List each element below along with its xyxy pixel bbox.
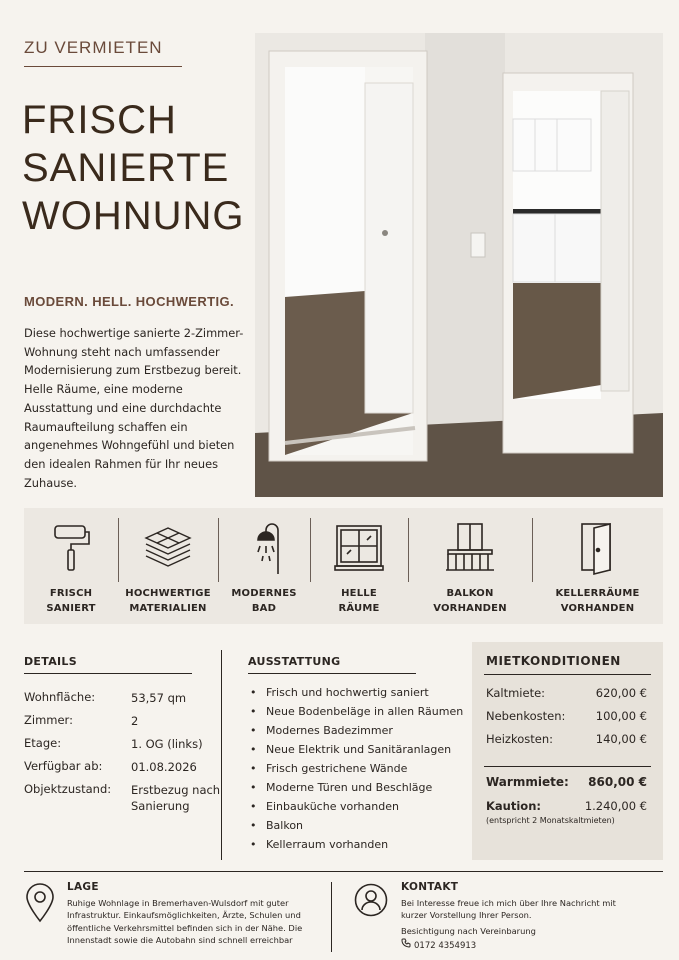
lage-text: Ruhige Wohnlage in Bremerhaven-Wulsdorf mit guter Infrastruktur. Einkaufsmöglichkeiten, Ärzte, Schulen und öffentliche Verkehrsmittel befinden sich in der Nähe. Die Innenstadt sowie die Autobahn sind schnell erreichbar (67, 898, 303, 946)
details-row (24, 782, 221, 813)
ausstattung-heading: AUSSTATTUNG (248, 655, 341, 668)
kaltmiete-label: Kaltmiete: (486, 686, 546, 700)
details-label: Objektzustand: (24, 782, 112, 796)
list-item: • Neue Elektrik und Sanitäranlagen (248, 743, 458, 762)
feature-label-line2: SANIERT (46, 603, 96, 614)
details-label: Verfügbar ab: (24, 759, 103, 773)
feature-label-line1: FRISCH (49, 588, 93, 599)
details-table (24, 690, 221, 813)
heizkosten-label: Heizkosten: (486, 732, 553, 746)
details-label: Zimmer: (24, 713, 73, 727)
page-title (22, 96, 252, 240)
balcony-icon (444, 520, 496, 576)
feature-bar (24, 508, 663, 624)
lage-heading: LAGE (67, 881, 99, 893)
list-item: • Frisch und hochwertig saniert (248, 686, 458, 705)
details-row (24, 759, 214, 782)
kaution-label: Kaution: (486, 799, 541, 813)
feature-label-line1: HELLE (341, 588, 377, 599)
phone-number-text: 0172 4354913 (414, 941, 477, 951)
feature-balkon (408, 508, 532, 624)
material-tiles-icon (142, 520, 194, 576)
details-value: 53,57 qm (131, 691, 187, 705)
details-label: Wohnfläche: (24, 690, 96, 704)
intro-paragraph: Diese hochwertige sanierte 2-Zimmer-Wohnung steht nach umfassender Modernisierung zum Erstbezug bereit. Helle Räume, eine moderne Ausstattung und eine durchdachte Raumaufteilung schaffen ein angenehmes Wohngefühl und bieten den idealen Rahmen für Ihr neues Zuhause. (24, 326, 244, 490)
paint-roller-icon (45, 520, 97, 576)
details-row (24, 736, 214, 759)
details-value: 1. OG (links) (131, 737, 203, 751)
feature-label-line2: VORHANDEN (433, 603, 507, 614)
details-heading: DETAILS (24, 655, 77, 668)
nebenkosten-label: Nebenkosten: (486, 709, 566, 723)
warmmiete-value: 860,00 € (588, 775, 647, 789)
bottom-divider (24, 871, 663, 872)
list-item: • Kellerraum vorhanden (248, 838, 458, 857)
list-item: • Moderne Türen und Beschläge (248, 781, 458, 800)
kontakt-text: Bei Interesse freue ich mich über Ihre Nachricht mit kurzer Vorstellung Ihrer Person. (401, 898, 616, 921)
kicker-divider (24, 66, 182, 67)
feature-helle-raeume (310, 508, 408, 624)
feature-label-line1: MODERNES (231, 588, 297, 599)
feature-label-line2: VORHANDEN (560, 603, 635, 614)
feature-label-line1: BALKON (446, 588, 494, 599)
list-item: • Modernes Badezimmer (248, 724, 458, 743)
column-divider (331, 882, 332, 952)
phone-number[interactable] (401, 938, 476, 951)
phone-icon (401, 938, 411, 951)
feature-label-line1: HOCHWERTIGE (125, 588, 211, 599)
besichtigung-text: Besichtigung nach Vereinbarung (401, 926, 536, 936)
apartment-photo (255, 33, 663, 497)
feature-kellerraeume (532, 508, 663, 624)
window-icon (333, 520, 385, 576)
mietkonditionen-panel (472, 642, 663, 860)
feature-label-line2: BAD (251, 603, 277, 614)
feature-label-line2: MATERIALIEN (129, 603, 207, 614)
feature-label-line2: RÄUME (338, 603, 380, 614)
details-value: 01.08.2026 (131, 760, 197, 774)
details-value: 2 (131, 714, 139, 728)
shower-icon (238, 520, 290, 576)
title-line-3: WOHNUNG (22, 194, 245, 238)
details-divider (24, 673, 192, 674)
door-icon (572, 520, 624, 576)
ausstattung-divider (248, 673, 416, 674)
heizkosten-value: 140,00 € (595, 732, 647, 746)
mietkonditionen-divider (484, 766, 651, 767)
feature-bad (218, 508, 310, 624)
warmmiete-label: Warmmiete: (486, 775, 569, 789)
mietkonditionen-heading: MIETKONDITIONEN (486, 654, 621, 668)
ausstattung-list (248, 686, 464, 857)
mietkonditionen-divider (484, 674, 651, 675)
details-label: Etage: (24, 736, 62, 750)
kaltmiete-value: 620,00 € (595, 686, 647, 700)
list-item: • Einbauküche vorhanden (248, 800, 458, 819)
title-line-2: SANIERTE (22, 146, 230, 190)
kicker-label: ZU VERMIETEN (24, 38, 163, 57)
list-item: • Balkon (248, 819, 458, 838)
feature-materialien (118, 508, 218, 624)
list-item: • Neue Bodenbeläge in allen Räumen (248, 705, 458, 724)
nebenkosten-value: 100,00 € (595, 709, 647, 723)
kaution-value: 1.240,00 € (584, 799, 647, 813)
feature-label-line1: KELLERRÄUME (555, 588, 640, 599)
kontakt-heading: KONTAKT (401, 881, 459, 893)
details-row (24, 713, 214, 736)
details-value: Erstbezug nach Sanierung (131, 783, 221, 813)
column-divider (221, 650, 222, 860)
person-icon (354, 883, 388, 917)
title-line-1: FRISCH (22, 98, 177, 142)
location-pin-icon (24, 883, 56, 923)
subtitle: MODERN. HELL. HOCHWERTIG. (24, 294, 235, 309)
feature-frisch-saniert (24, 508, 118, 624)
details-row (24, 690, 214, 713)
kaution-note: (entspricht 2 Monatskaltmieten) (486, 816, 615, 825)
list-item: • Frisch gestrichene Wände (248, 762, 458, 781)
